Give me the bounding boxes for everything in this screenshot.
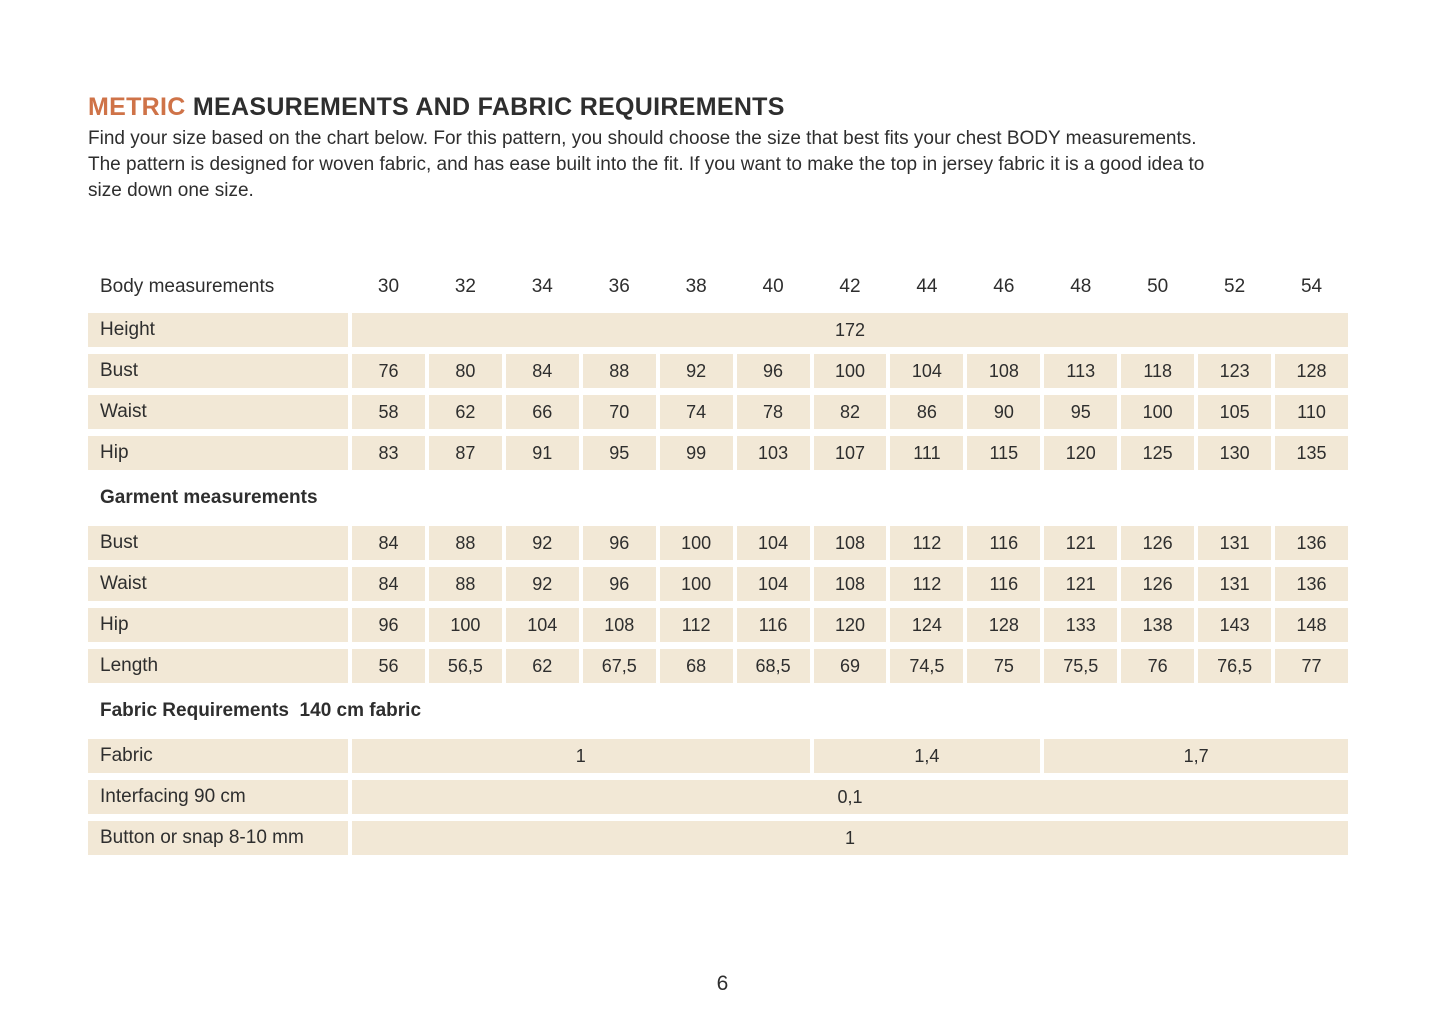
table-cell: 100 xyxy=(1121,395,1194,429)
table-cell: 130 xyxy=(1198,436,1271,470)
table-cell: 82 xyxy=(814,395,887,429)
table-cell: 76 xyxy=(352,354,425,388)
table-cell: 143 xyxy=(1198,608,1271,642)
table-cell: 96 xyxy=(737,354,810,388)
size-column-header: 40 xyxy=(762,276,784,297)
table-cell: 56 xyxy=(352,649,425,683)
row-label: Button or snap 8-10 mm xyxy=(88,821,348,855)
table-cell: 113 xyxy=(1044,354,1117,388)
table-cell: 68 xyxy=(660,649,733,683)
size-column-header: 38 xyxy=(685,276,707,297)
size-column-header: 52 xyxy=(1224,276,1246,297)
table-cell: 74,5 xyxy=(890,649,963,683)
table-cell: 95 xyxy=(1044,395,1117,429)
table-cell: 103 xyxy=(737,436,810,470)
table-cell: 78 xyxy=(737,395,810,429)
table-cell-merged: 0,1 xyxy=(352,780,1348,814)
row-label: Hip xyxy=(88,608,348,642)
table-cell: 100 xyxy=(660,567,733,601)
table-cell: 99 xyxy=(660,436,733,470)
row-label: Waist xyxy=(88,567,348,601)
table-cell: 136 xyxy=(1275,567,1348,601)
table-cell: 128 xyxy=(1275,354,1348,388)
table-cell: 125 xyxy=(1121,436,1194,470)
size-column-header: 42 xyxy=(839,276,861,297)
table-cell: 95 xyxy=(583,436,656,470)
table-cell: 131 xyxy=(1198,567,1271,601)
row-label: Length xyxy=(88,649,348,683)
size-column-header: 34 xyxy=(531,276,553,297)
table-cell: 70 xyxy=(583,395,656,429)
row-label: Bust xyxy=(88,526,348,560)
size-column-header: 50 xyxy=(1147,276,1169,297)
table-cell: 104 xyxy=(737,526,810,560)
table-cell: 110 xyxy=(1275,395,1348,429)
row-label: Waist xyxy=(88,395,348,429)
table-cell: 108 xyxy=(583,608,656,642)
size-column-header: 44 xyxy=(916,276,938,297)
table-cell: 92 xyxy=(660,354,733,388)
table-cell: 138 xyxy=(1121,608,1194,642)
table-cell: 115 xyxy=(967,436,1040,470)
table-cell: 135 xyxy=(1275,436,1348,470)
table-corner-label: Body measurements xyxy=(100,276,275,297)
table-cell: 62 xyxy=(429,395,502,429)
table-cell: 116 xyxy=(967,526,1040,560)
table-cell: 58 xyxy=(352,395,425,429)
row-label: Bust xyxy=(88,354,348,388)
table-cell: 112 xyxy=(890,526,963,560)
table-cell: 76,5 xyxy=(1198,649,1271,683)
table-cell: 90 xyxy=(967,395,1040,429)
table-cell: 96 xyxy=(583,567,656,601)
table-cell: 120 xyxy=(1044,436,1117,470)
row-label: Hip xyxy=(88,436,348,470)
table-cell: 116 xyxy=(737,608,810,642)
table-cell: 66 xyxy=(506,395,579,429)
table-cell: 120 xyxy=(814,608,887,642)
title-rest: MEASUREMENTS AND FABRIC REQUIREMENTS xyxy=(192,93,785,121)
table-cell: 100 xyxy=(814,354,887,388)
table-cell: 105 xyxy=(1198,395,1271,429)
table-cell: 84 xyxy=(352,526,425,560)
size-column-header: 54 xyxy=(1300,276,1323,297)
size-column-header: 32 xyxy=(454,276,476,297)
table-cell-merged: 1 xyxy=(352,821,1348,855)
table-cell: 69 xyxy=(814,649,887,683)
intro-line: size down one size. xyxy=(88,180,254,201)
table-cell: 91 xyxy=(506,436,579,470)
table-cell: 118 xyxy=(1121,354,1194,388)
table-cell: 75 xyxy=(967,649,1040,683)
table-cell: 87 xyxy=(429,436,502,470)
table-cell: 112 xyxy=(890,567,963,601)
table-cell: 92 xyxy=(506,567,579,601)
table-cell: 62 xyxy=(506,649,579,683)
table-cell: 108 xyxy=(814,567,887,601)
table-cell: 77 xyxy=(1275,649,1348,683)
table-cell: 88 xyxy=(429,526,502,560)
section-heading: Fabric Requirements 140 cm fabric xyxy=(100,700,422,721)
table-cell-merged: 172 xyxy=(352,313,1348,347)
size-column-header: 30 xyxy=(377,276,400,297)
intro-paragraph xyxy=(88,126,1350,204)
page-content xyxy=(88,92,1350,855)
table-cell: 75,5 xyxy=(1044,649,1117,683)
table-cell: 136 xyxy=(1275,526,1348,560)
table-cell: 88 xyxy=(583,354,656,388)
table-cell: 121 xyxy=(1044,526,1117,560)
table-cell: 111 xyxy=(890,436,963,470)
table-cell: 124 xyxy=(890,608,963,642)
table-cell: 112 xyxy=(660,608,733,642)
section-heading: Garment measurements xyxy=(100,487,318,508)
table-cell: 56,5 xyxy=(429,649,502,683)
size-column-header: 46 xyxy=(993,276,1015,297)
table-cell: 108 xyxy=(814,526,887,560)
table-cell: 108 xyxy=(967,354,1040,388)
table-cell: 88 xyxy=(429,567,502,601)
table-cell: 104 xyxy=(506,608,579,642)
intro-line: Find your size based on the chart below. For this pattern, you should choose the size that best fits your chest BODY measurements. xyxy=(88,128,1197,149)
table-cell: 107 xyxy=(814,436,887,470)
title-highlight: METRIC xyxy=(88,93,186,121)
table-cell: 148 xyxy=(1275,608,1348,642)
table-cell: 86 xyxy=(890,395,963,429)
table-cell: 84 xyxy=(352,567,425,601)
page-title xyxy=(88,92,1350,122)
table-cell: 104 xyxy=(890,354,963,388)
table-cell-merged: 1,7 xyxy=(1044,739,1348,773)
table-cell-merged: 1,4 xyxy=(814,739,1041,773)
table-cell: 67,5 xyxy=(583,649,656,683)
size-column-header: 48 xyxy=(1070,276,1092,297)
table-cell: 128 xyxy=(967,608,1040,642)
table-cell: 84 xyxy=(506,354,579,388)
table-cell: 131 xyxy=(1198,526,1271,560)
row-label: Height xyxy=(88,313,348,347)
size-column-header: 36 xyxy=(608,276,630,297)
intro-line: The pattern is designed for woven fabric, and has ease built into the fit. If you want to make the top in jersey fabric it is a good idea to xyxy=(88,154,1205,175)
table-cell: 96 xyxy=(352,608,425,642)
table-cell: 100 xyxy=(429,608,502,642)
table-cell: 80 xyxy=(429,354,502,388)
table-cell: 126 xyxy=(1121,526,1194,560)
table-cell: 92 xyxy=(506,526,579,560)
table-cell: 133 xyxy=(1044,608,1117,642)
table-cell: 126 xyxy=(1121,567,1194,601)
table-cell: 96 xyxy=(583,526,656,560)
table-cell: 68,5 xyxy=(737,649,810,683)
row-label: Fabric xyxy=(88,739,348,773)
row-label: Interfacing 90 cm xyxy=(88,780,348,814)
size-table xyxy=(88,268,1348,855)
table-cell: 76 xyxy=(1121,649,1194,683)
page-number: 6 xyxy=(716,972,729,995)
table-cell: 100 xyxy=(660,526,733,560)
table-cell: 123 xyxy=(1198,354,1271,388)
table-cell: 104 xyxy=(737,567,810,601)
table-cell: 74 xyxy=(660,395,733,429)
table-cell: 116 xyxy=(967,567,1040,601)
table-cell-merged: 1 xyxy=(352,739,810,773)
table-cell: 121 xyxy=(1044,567,1117,601)
table-cell: 83 xyxy=(352,436,425,470)
